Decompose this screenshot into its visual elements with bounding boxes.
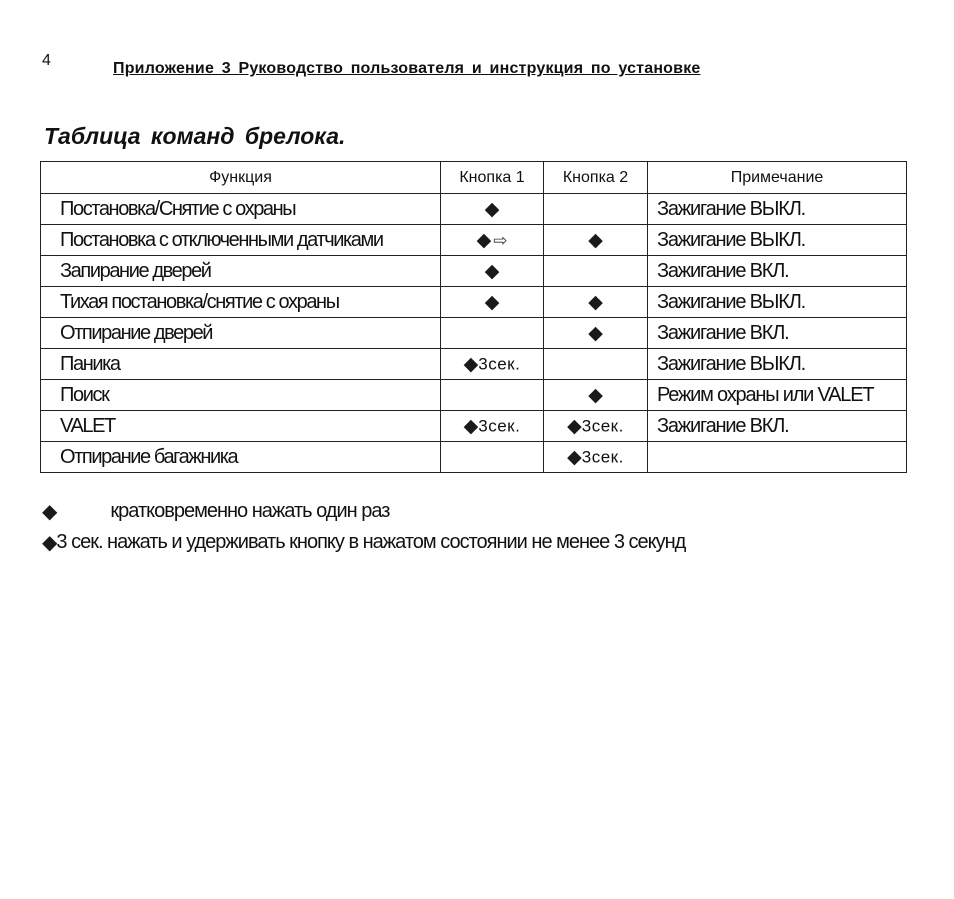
button2-cell [544, 225, 648, 256]
legend-text: кратковременно нажать один раз [110, 500, 390, 522]
button2-cell [544, 349, 648, 380]
function-cell: Отпирание багажника [41, 442, 441, 473]
hold-duration-label: 3сек. [581, 416, 624, 436]
hold-duration-label: 3сек. [478, 354, 521, 374]
button1-cell [441, 411, 544, 442]
function-cell: Постановка/Снятие с охраны [41, 194, 441, 225]
button1-cell [441, 318, 544, 349]
button1-cell [441, 287, 544, 318]
column-header-button1: Кнопка 1 [441, 162, 544, 194]
function-cell: VALET [41, 411, 441, 442]
function-cell: Запирание дверей [41, 256, 441, 287]
note-cell: Зажигание ВКЛ. [648, 256, 907, 287]
diamond-icon: ◆ [588, 230, 603, 252]
column-header-button2: Кнопка 2 [544, 162, 648, 194]
button1-cell [441, 380, 544, 411]
table-row [41, 318, 907, 349]
page-header: Приложение 3 Руководство пользователя и инструкция по установке [113, 60, 701, 77]
function-cell: Отпирание дверей [41, 318, 441, 349]
diamond-icon: ◆ [463, 416, 479, 438]
button1-cell [441, 349, 544, 380]
note-cell: Режим охраны или VALET [648, 380, 907, 411]
diamond-icon: ◆ [484, 261, 500, 283]
note-cell: Зажигание ВКЛ. [648, 411, 907, 442]
diamond-icon: ◆ [567, 416, 582, 438]
button1-cell [441, 225, 544, 256]
column-header-function: Функция [41, 162, 441, 194]
button2-cell [544, 318, 648, 349]
diamond-icon: ◆ [567, 447, 582, 469]
note-cell: Зажигание ВЫКЛ. [648, 194, 907, 225]
note-cell [648, 442, 907, 473]
button1-cell [441, 442, 544, 473]
button2-cell [544, 194, 648, 225]
hold-duration-label: 3сек. [581, 447, 624, 467]
legend-text: 3 сек. нажать и удерживать кнопку в нажатом состоянии не менее 3 секунд [56, 531, 686, 553]
diamond-icon: ◆ [463, 354, 479, 376]
diamond-icon: ◆ [484, 199, 500, 221]
arrow-right-icon: ⇨ [493, 230, 508, 250]
button1-cell [441, 194, 544, 225]
commands-table [40, 161, 907, 473]
function-cell: Паника [41, 349, 441, 380]
diamond-icon: ◆ [588, 323, 603, 345]
table-row [41, 380, 907, 411]
button2-cell [544, 411, 648, 442]
note-cell: Зажигание ВКЛ. [648, 318, 907, 349]
legend-item-hold-press [42, 531, 685, 554]
table-row [41, 349, 907, 380]
table-header-row [41, 162, 907, 194]
function-cell: Тихая постановка/снятие с охраны [41, 287, 441, 318]
button2-cell [544, 442, 648, 473]
table-row [41, 287, 907, 318]
diamond-icon: ◆ [484, 292, 500, 314]
diamond-icon: ◆ [588, 385, 603, 407]
function-cell: Постановка с отключенными датчиками [41, 225, 441, 256]
table-row [41, 194, 907, 225]
diamond-icon: ◆ [588, 292, 603, 314]
button1-cell [441, 256, 544, 287]
table-row [41, 256, 907, 287]
table-row [41, 225, 907, 256]
button2-cell [544, 380, 648, 411]
button2-cell [544, 256, 648, 287]
note-cell: Зажигание ВЫКЛ. [648, 349, 907, 380]
table-row [41, 442, 907, 473]
table-row [41, 411, 907, 442]
button2-cell [544, 287, 648, 318]
diamond-icon: ◆ [42, 531, 57, 554]
legend-item-short-press [42, 500, 389, 523]
note-cell: Зажигание ВЫКЛ. [648, 225, 907, 256]
diamond-icon: ◆ [476, 230, 492, 252]
function-cell: Поиск [41, 380, 441, 411]
hold-duration-label: 3сек. [478, 416, 521, 436]
page-title: Таблица команд брелока. [44, 123, 346, 149]
diamond-icon: ◆ [42, 500, 57, 523]
note-cell: Зажигание ВЫКЛ. [648, 287, 907, 318]
table-body [41, 194, 907, 473]
page-number: 4 [42, 52, 51, 69]
column-header-note: Примечание [648, 162, 907, 194]
